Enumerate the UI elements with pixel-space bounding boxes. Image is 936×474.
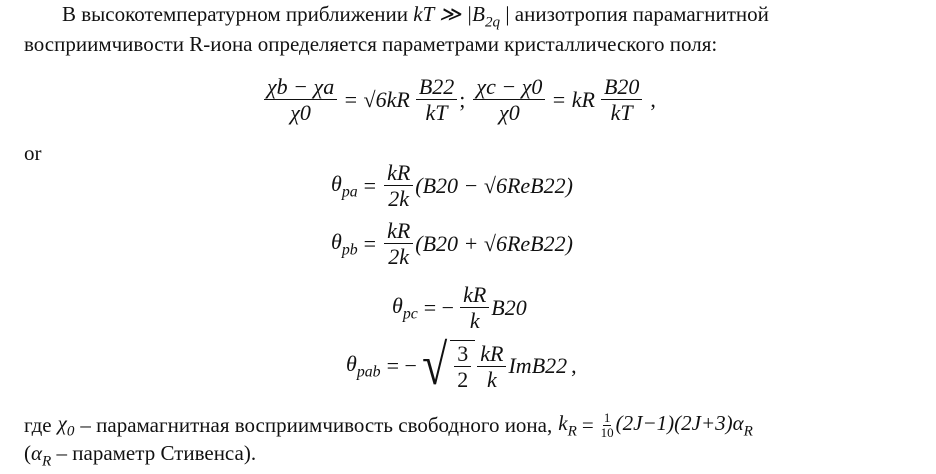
eq1-lhs-fraction [264, 74, 337, 126]
theta-pc-sub: pc [402, 305, 418, 323]
theta-pab-sqrt-numerator: 3 [454, 341, 471, 367]
footer-equals: = [581, 413, 594, 438]
eq1-frac1-denominator: kT [425, 100, 448, 126]
theta-pc-symbol: θ [392, 292, 403, 318]
eq1-separator: ; [459, 86, 466, 112]
eq1-rhs-denominator: χ0 [499, 100, 520, 126]
footer-fraction [600, 411, 615, 441]
footer-kr [558, 411, 577, 440]
theta-pab-sqrt [419, 334, 475, 397]
footer-line-1 [24, 411, 753, 441]
theta-pab-lhs [346, 351, 381, 382]
footer-fraction-denominator: 10 [600, 425, 614, 441]
theta-pc-numerator: kR [460, 282, 489, 308]
theta-pa-numerator: kR [384, 160, 413, 186]
footer-line-1-a: где [24, 413, 52, 438]
theta-pab-sub: pab [356, 363, 381, 381]
equation-theta-pc [392, 282, 527, 334]
theta-pab-sign: = − [386, 353, 417, 379]
paragraph-line-1-math [413, 2, 501, 31]
theta-pc-sign: = − [423, 294, 455, 320]
theta-pab-numerator: kR [477, 341, 506, 367]
footer-line-1-b: – парамагнитная восприимчивость свободного иона, [80, 413, 553, 438]
theta-pb-numerator: kR [384, 218, 413, 244]
footer-alpha [31, 441, 52, 470]
eq1-frac2-numerator: B20 [601, 74, 642, 100]
footer-k-symbol: k [558, 411, 568, 436]
theta-pab-denominator: k [487, 366, 497, 392]
eq1-frac1 [416, 74, 457, 126]
eq1-end: , [650, 86, 656, 112]
theta-pc-lhs [392, 293, 418, 324]
footer-tail [616, 411, 753, 440]
theta-pa-lhs [331, 171, 358, 202]
footer-line-2-b: – параметр Стивенса). [56, 441, 257, 465]
footer-alpha-sub: R [42, 453, 52, 470]
theta-pab-sqrt-body [450, 340, 475, 393]
paragraph-line-1-prefix: В высокотемпературном приближении [62, 2, 408, 26]
theta-pab-end: , [571, 353, 577, 379]
equation-1 [262, 74, 656, 126]
equation-theta-pb [331, 218, 573, 270]
footer-tail-sub: R [743, 423, 753, 440]
math-sub-2q: 2q [484, 14, 501, 31]
paragraph-line-1-suffix: | анизотропия парамагнитной [505, 2, 769, 26]
theta-pa-symbol: θ [331, 170, 342, 196]
footer-chi-sub: 0 [66, 423, 75, 440]
theta-pc-rhs: B20 [491, 294, 527, 320]
theta-pab-sqrt-fraction [454, 341, 471, 393]
footer-chi-symbol: χ [57, 411, 67, 436]
theta-pa-fraction [384, 160, 413, 212]
theta-pb-sub: pb [341, 241, 358, 259]
theta-pa-equals: = [363, 172, 377, 198]
paragraph-line-2 [24, 32, 717, 57]
footer-k-sub: R [567, 423, 577, 440]
footer-tail-text: (2J−1)(2J+3)α [615, 411, 744, 436]
theta-pab-sqrt-denominator: 2 [457, 367, 469, 393]
theta-pc-denominator: k [469, 308, 480, 334]
footer-line-2-open-paren: ( [24, 441, 31, 465]
footer-alpha-symbol: α [31, 441, 43, 465]
theta-pab-fraction [477, 341, 506, 393]
footer-fraction-numerator: 1 [603, 410, 611, 425]
eq1-lhs-denominator: χ0 [290, 100, 311, 126]
eq1-frac2 [601, 74, 642, 126]
theta-pa-rhs: (B20 − √6ReB22) [415, 172, 573, 198]
paragraph-line-2-text: восприимчивости R-иона определяется параметрами кристаллического поля: [24, 32, 718, 56]
theta-pa-sub: pa [341, 183, 358, 201]
theta-pb-symbol: θ [331, 228, 342, 254]
eq1-lhs-numerator: χb − χa [264, 74, 337, 100]
eq1-frac1-numerator: B22 [416, 74, 457, 100]
or-label: or [24, 141, 42, 165]
theta-pb-lhs [331, 229, 358, 260]
theta-pb-denominator: 2k [388, 244, 410, 270]
equation-theta-pab [346, 334, 577, 397]
eq1-rhs-fraction [473, 74, 545, 126]
eq1-rhs-numerator: χc − χ0 [473, 74, 545, 100]
theta-pb-rhs: (B20 + √6ReB22) [415, 230, 573, 256]
theta-pb-fraction [384, 218, 413, 270]
theta-pb-equals: = [363, 230, 377, 256]
theta-pa-denominator: 2k [388, 186, 410, 212]
equation-theta-pa [331, 160, 573, 212]
paragraph-line-1 [62, 2, 769, 31]
eq1-frac2-denominator: kT [610, 100, 633, 126]
theta-pab-symbol: θ [346, 351, 357, 377]
eq1-rhs-mid: = kR [551, 86, 595, 112]
footer-line-2 [24, 441, 256, 470]
theta-pab-rhs: ImB22 [508, 353, 568, 379]
math-kt-b: kT ≫ |B [413, 2, 485, 26]
eq1-mid: = √6kR [343, 86, 410, 112]
sqrt-radical-icon: √ [422, 334, 448, 397]
theta-pc-fraction [460, 282, 489, 334]
footer-chi0 [58, 411, 75, 440]
